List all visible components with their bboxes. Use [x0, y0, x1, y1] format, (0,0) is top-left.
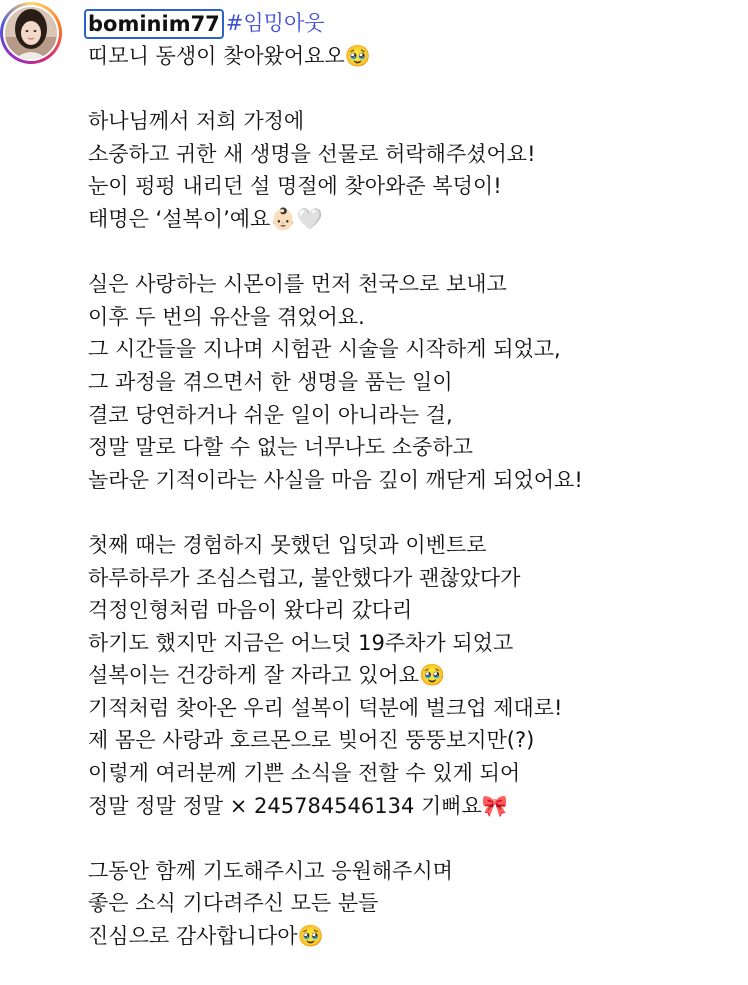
- avatar[interactable]: [5, 7, 57, 59]
- caption-line: 하루하루가 조심스럽고, 불안했다가 괜찮았다가: [88, 565, 521, 590]
- caption-line: 띠모니 동생이 찾아왔어요오🥹: [88, 44, 371, 68]
- caption-line: 소중하고 귀한 새 생명을 선물로 허락해주셨어요!: [88, 141, 536, 166]
- caption-line: 이후 두 번의 유산을 겪었어요.: [88, 304, 365, 329]
- caption-line: 진심으로 감사합니다아🥹: [88, 924, 324, 949]
- caption-paragraph: [88, 855, 743, 953]
- caption-line: 정말 말로 다할 수 없는 너무나도 소중하고: [88, 435, 473, 460]
- caption-line: 하기도 했지만 지금은 어느덧 19주차가 되었고: [88, 630, 514, 655]
- caption-line: 설복이는 건강하게 잘 자라고 있어요🥹: [88, 663, 446, 688]
- caption-line: 눈이 펑펑 내리던 설 명절에 찾아와준 복덩이!: [88, 174, 502, 199]
- caption-line: 좋은 소식 기다려주신 모든 분들: [88, 891, 379, 916]
- caption-line: 태명은 ‘설복이’예요👶🏻🤍: [88, 206, 323, 231]
- caption-line: 놀라운 기적이라는 사실을 마음 깊이 깨닫게 되었어요!: [88, 467, 583, 492]
- caption-paragraph: [88, 529, 743, 822]
- caption-line: 그동안 함께 기도해주시고 응원해주시며: [88, 858, 453, 883]
- caption-line: 하나님께서 저희 가정에: [88, 109, 305, 134]
- hashtag-link[interactable]: #임밍아웃: [225, 11, 325, 36]
- username-link[interactable]: bominim77: [84, 9, 224, 39]
- caption-line: 정말 정말 정말 × 245784546134 기뻐요🎀: [88, 793, 509, 818]
- profile-avatar-ring[interactable]: [0, 2, 62, 64]
- caption-line: 그 과정을 겪으면서 한 생명을 품는 일이: [88, 369, 453, 394]
- caption-line: 기적처럼 찾아온 우리 설복이 덕분에 벌크업 제대로!: [88, 695, 563, 720]
- caption-line: 첫째 때는 경험하지 못했던 입덧과 이벤트로: [88, 532, 487, 557]
- caption-line: 그 시간들을 지나며 시험관 시술을 시작하게 되었고,: [88, 337, 561, 362]
- post-caption: [88, 7, 743, 985]
- caption-paragraph: [88, 105, 743, 235]
- caption-paragraph: [88, 40, 743, 73]
- caption-line: 제 몸은 사랑과 호르몬으로 빚어진 뚱뚱보지만(?): [88, 728, 535, 753]
- caption-header: [88, 7, 743, 40]
- caption-body: [88, 40, 743, 953]
- caption-line: 걱정인형처럼 마음이 왔다리 갔다리: [88, 598, 413, 623]
- caption-line: 이렇게 여러분께 기쁜 소식을 전할 수 있게 되어: [88, 761, 521, 786]
- caption-line: 결코 당연하거나 쉬운 일이 아니라는 걸,: [88, 402, 453, 427]
- caption-line: 실은 사랑하는 시몬이를 먼저 천국으로 보내고: [88, 272, 507, 297]
- avatar-gap: [3, 5, 59, 61]
- caption-paragraph: [88, 268, 743, 496]
